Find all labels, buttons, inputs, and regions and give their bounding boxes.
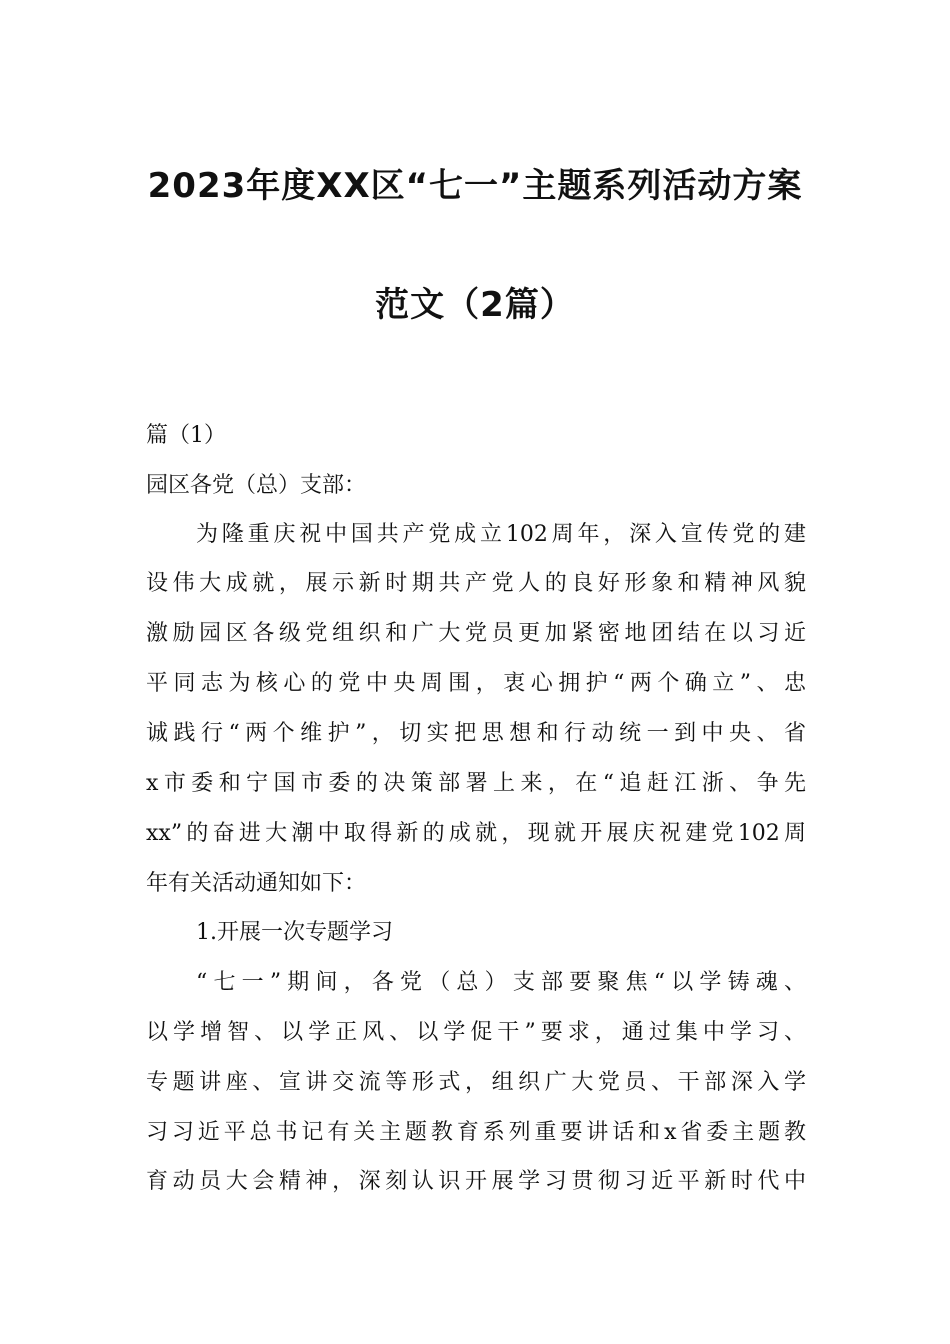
salutation: 园区各党（总）支部：: [146, 473, 367, 498]
section-label: 篇（1）: [146, 423, 226, 448]
item-1-heading: 1.开展一次专题学习: [196, 920, 393, 945]
paragraph-1-line: 为隆重庆祝中国共产党成立102周年，深入宣传党的建: [196, 522, 806, 547]
paragraph-1-line: 设伟大成就，展示新时期共产党人的良好形象和精神风貌: [146, 571, 806, 596]
paragraph-1-line: 年有关活动通知如下：: [146, 871, 367, 896]
paragraph-1-line: xx”的奋进大潮中取得新的成就，现就开展庆祝建党102周: [146, 821, 806, 846]
document-title-line-2: 范文（2篇）: [375, 285, 575, 325]
paragraph-2-line: 专题讲座、宣讲交流等形式，组织广大党员、干部深入学: [146, 1070, 806, 1095]
paragraph-2-line: 育动员大会精神，深刻认识开展学习贯彻习近平新时代中: [146, 1169, 806, 1194]
paragraph-1-line: 诚践行“两个维护”，切实把思想和行动统一到中央、省: [146, 721, 806, 746]
paragraph-2-line: “七一”期间，各党（总）支部要聚焦“以学铸魂、: [196, 970, 806, 995]
paragraph-2-line: 习习近平总书记有关主题教育系列重要讲话和x省委主题教: [146, 1120, 806, 1145]
paragraph-1-line: 激励园区各级党组织和广大党员更加紧密地团结在以习近: [146, 621, 806, 646]
paragraph-1-line: x市委和宁国市委的决策部署上来，在“追赶江浙、争先: [146, 771, 806, 796]
document-title-line-1: 2023年度XX区“七一”主题系列活动方案: [147, 166, 803, 206]
paragraph-1-line: 平同志为核心的党中央周围，衷心拥护“两个确立”、忠: [146, 671, 806, 696]
paragraph-2-line: 以学增智、以学正风、以学促干”要求，通过集中学习、: [146, 1020, 806, 1045]
